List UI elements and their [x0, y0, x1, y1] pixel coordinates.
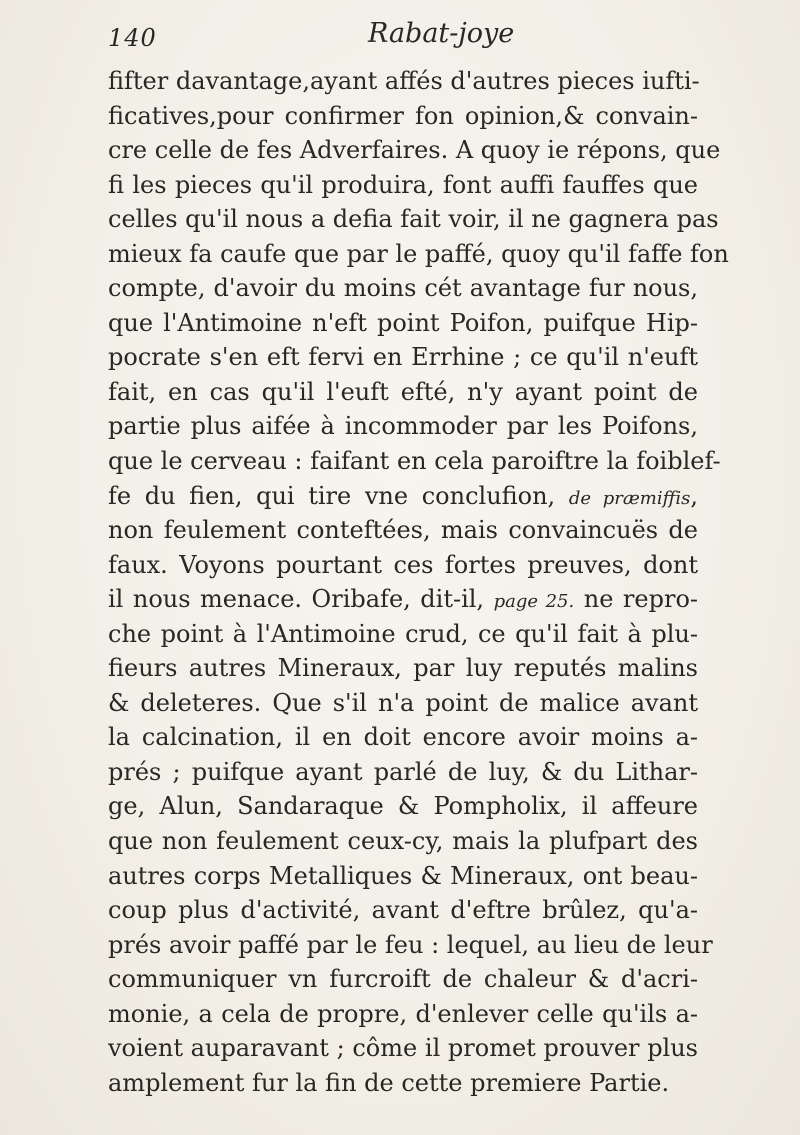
text-line: celles qu'il nous a defia fait voir, il ne gagnera pas [108, 205, 719, 234]
text-line-with-italic [108, 479, 698, 514]
running-title: Rabat-joye [368, 18, 515, 49]
text-line-start: fe du fien, qui tire vne conclufion, [108, 481, 556, 510]
text-line: pocrate s'en eft fervi en Errhine ; ce qu'il n'euft [108, 343, 698, 372]
text-line: fieurs autres Mineraux, par luy reputés malins [108, 654, 698, 683]
text-line: voient auparavant ; côme il promet prouver plus [108, 1034, 698, 1063]
text-line: que le cerveau : faifant en cela paroiftre la foiblef- [108, 447, 721, 476]
text-line: communiquer vn furcroift de chaleur & d'acri- [108, 965, 698, 994]
page-header [108, 18, 688, 58]
text-line: cre celle de fes Adverfaires. A quoy ie répons, que [108, 136, 721, 165]
text-line: fifter davantage,ayant affés d'autres pieces iufti- [108, 67, 700, 95]
text-line: partie plus aifée à incommoder par les Poifons, [108, 412, 698, 441]
text-line-end: ne repro- [583, 585, 699, 614]
text-line: compte, d'avoir du moins cét avantage fur nous, [108, 274, 698, 303]
text-line-start: il nous menace. Oribafe, dit-il, [108, 585, 485, 614]
text-line: que non feulement ceux-cy, mais la plufpart des [108, 827, 698, 856]
text-line: mieux fa caufe que par le paffé, quoy qu'il faffe fon [108, 239, 729, 268]
page-number: 140 [108, 24, 157, 52]
text-line: la calcination, il en doit encore avoir moins a- [108, 723, 698, 752]
text-line: fait, en cas qu'il l'euft efté, n'y ayant point de [108, 377, 698, 406]
text-line: prés ; puifque ayant parlé de luy, & du Lithar- [108, 757, 698, 786]
body-text [108, 64, 729, 1100]
text-line: fi les pieces qu'il produira, font auffi fauffes que [108, 170, 698, 199]
text-line: che point à l'Antimoine crud, ce qu'il fait à plu- [108, 619, 698, 648]
italic-page-reference: page 25. [493, 591, 575, 613]
text-line: prés avoir paffé par le feu : lequel, au lieu de leur [108, 930, 713, 959]
text-line: autres corps Metalliques & Mineraux, ont beau- [108, 861, 698, 890]
text-line: non feulement conteftées, mais convaincuës de [108, 516, 698, 545]
text-line-end: , [690, 481, 698, 510]
text-line-with-italic [108, 582, 698, 617]
text-line-last: amplement fur la fin de cette premiere Partie. [108, 1068, 670, 1097]
text-line: ficatives,pour confirmer fon opinion,& convain- [108, 101, 698, 130]
text-line: que l'Antimoine n'eft point Poifon, puifque Hip- [108, 308, 698, 337]
text-line: monie, a cela de propre, d'enlever celle qu'ils a- [108, 999, 698, 1028]
text-line: faux. Voyons pourtant ces fortes preuves, dont [108, 550, 698, 579]
text-line: & deleteres. Que s'il n'a point de malice avant [108, 688, 698, 717]
text-line: coup plus d'activité, avant d'eftre brûlez, qu'a- [108, 896, 698, 925]
italic-phrase: de præmiffis [568, 487, 691, 509]
text-line: ge, Alun, Sandaraque & Pompholix, il affeure [108, 792, 698, 821]
